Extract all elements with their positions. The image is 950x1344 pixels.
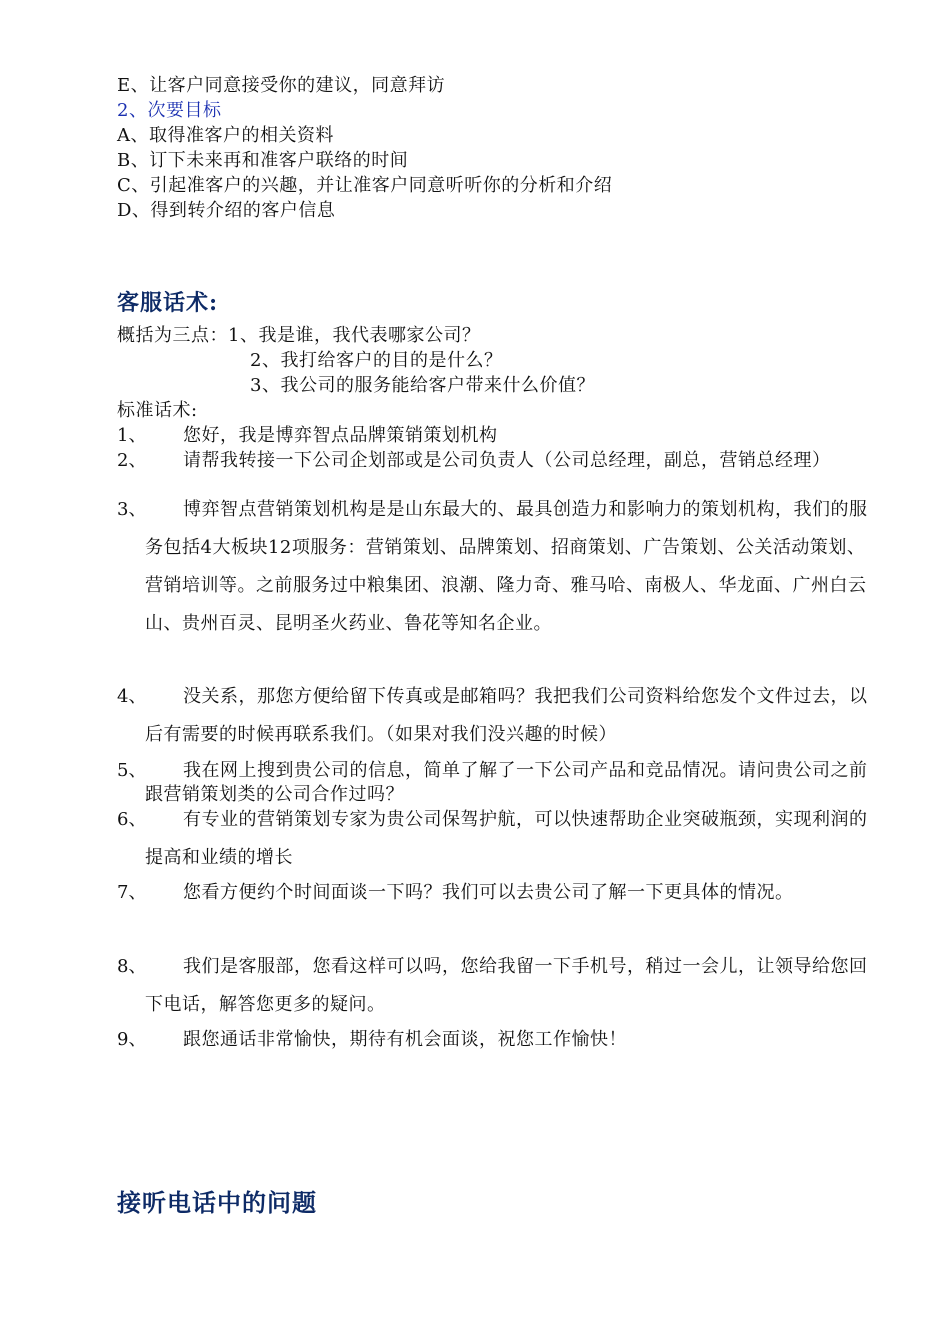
phone-problems-heading: 接听电话中的问题	[117, 1188, 317, 1217]
item-number: 3、	[117, 499, 147, 520]
script-item-5: 我在网上搜到贵公司的信息，简单了解了一下公司产品和竞品情况。请问贵公司之前跟营销策划类的公司合作过吗？	[145, 760, 868, 805]
item-number: 4、	[117, 686, 147, 707]
secondary-goal-title: 2、次要目标	[117, 100, 222, 121]
item-number: 5、	[117, 760, 147, 781]
item-number: 7、	[117, 882, 147, 903]
goal-d: D、得到转介绍的客户信息	[117, 200, 336, 221]
goal-e: E、让客户同意接受你的建议，同意拜访	[117, 75, 446, 96]
item-number: 8、	[117, 956, 147, 977]
summary-line-2: 2、我打给客户的目的是什么？	[250, 350, 503, 371]
summary-line-3: 3、我公司的服务能给客户带来什么价值？	[250, 375, 595, 396]
goal-b: B、订下未来再和准客户联络的时间	[117, 150, 409, 171]
service-script-heading: 客服话术:	[117, 290, 219, 316]
item-number: 2、	[117, 450, 147, 471]
script-item-8: 我们是客服部，您看这样可以吗，您给我留一下手机号，稍过一会儿，让领导给您回下电话，解答您更多的疑问。	[145, 956, 868, 1015]
script-item-4: 没关系，那您方便给留下传真或是邮箱吗？我把我们公司资料给您发个文件过去，以后有需要的时候再联系我们。（如果对我们没兴趣的时候）	[145, 686, 868, 745]
script-item-1: 您好，我是博弈智点品牌策销策划机构	[183, 425, 498, 446]
item-number: 9、	[117, 1029, 147, 1050]
item-number: 1、	[117, 425, 147, 446]
script-item-2: 请帮我转接一下公司企划部或是公司负责人（公司总经理，副总，营销总经理）	[183, 450, 831, 471]
script-item-7: 您看方便约个时间面谈一下吗？我们可以去贵公司了解一下更具体的情况。	[183, 882, 794, 903]
summary-line-1: 概括为三点：1、我是谁，我代表哪家公司？	[117, 325, 481, 346]
script-item-3: 博弈智点营销策划机构是是山东最大的、最具创造力和影响力的策划机构，我们的服务包括4大板块12项服务：营销策划、品牌策划、招商策划、广告策划、公关活动策划、营销培训等。之前服务过中粮集团、浪潮、隆力奇、雅马哈、南极人、华龙面、广州白云山、贵州百灵、昆明圣火药业、鲁花等知名企业。	[145, 499, 868, 634]
script-item-9: 跟您通话非常愉快，期待有机会面谈，祝您工作愉快！	[183, 1029, 627, 1050]
standard-script-label: 标准话术:	[117, 400, 198, 421]
item-number: 6、	[117, 809, 147, 830]
goal-c: C、引起准客户的兴趣，并让准客户同意听听你的分析和介绍	[117, 175, 613, 196]
goal-a: A、取得准客户的相关资料	[117, 125, 334, 146]
script-item-6: 有专业的营销策划专家为贵公司保驾护航，可以快速帮助企业突破瓶颈，实现利润的提高和业绩的增长	[145, 809, 868, 868]
